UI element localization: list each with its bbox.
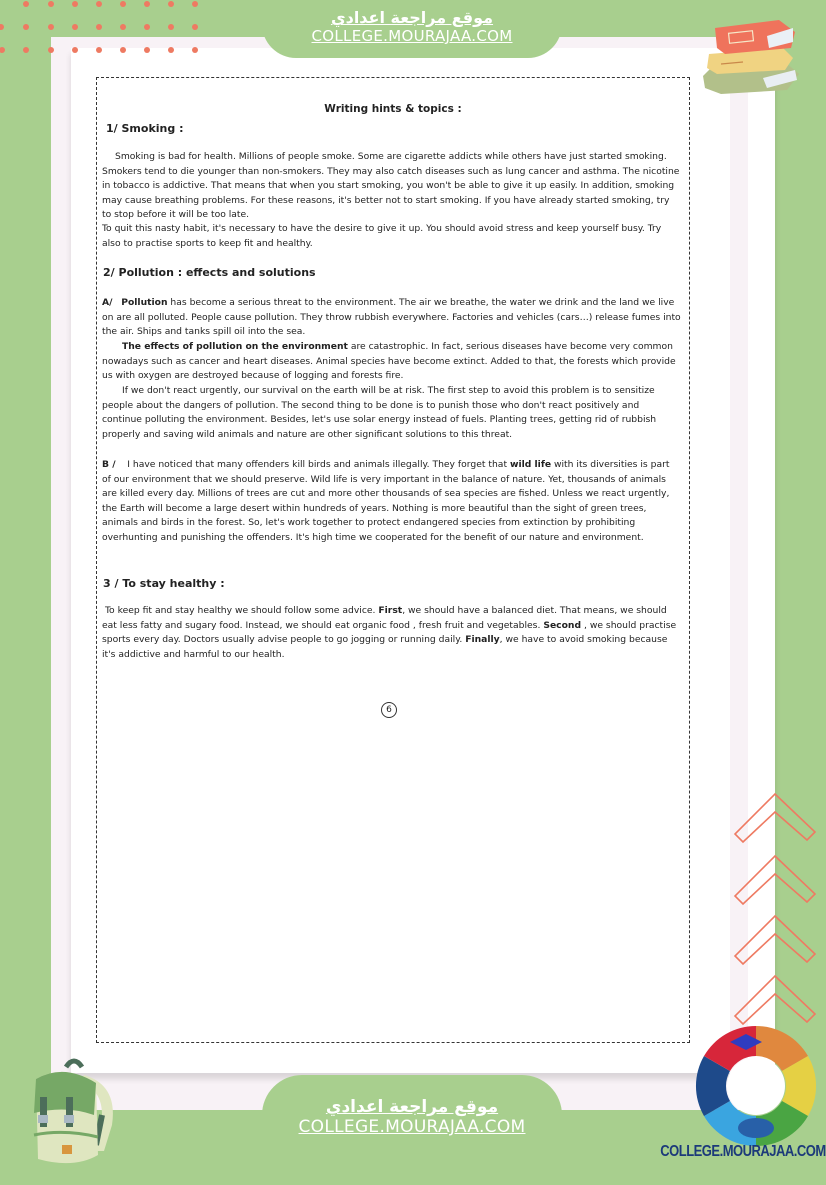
pollution-bold: Pollution (121, 297, 168, 308)
part-a-label: A/ (102, 297, 113, 308)
part-b-text-start: I have noticed that many offenders kill birds and animals illegally. They forget that (127, 459, 510, 470)
healthy-text-1: To keep fit and stay healthy we should follow some advice. (105, 605, 379, 616)
pollution-text: has become a serious threat to the environment. The air we breathe, the water we drink and the land we live on are all polluted. People cause pollution. They throw rubbish everywhere. Factories and vehicles (cars…) release fumes into the air. Ships and tanks spill oil into the sea. (102, 297, 681, 338)
document-page (96, 77, 690, 1043)
pollution-part-a-paragraph-1 (102, 296, 681, 340)
effects-bold: The effects of pollution on the environment (122, 341, 348, 352)
document-title: Writing hints & topics : (324, 103, 462, 115)
chevron-up-icon (733, 792, 817, 1042)
healthy-text-3: , we should practise sports every day. Doctors usually advise people to go jogging or running daily. (102, 619, 677, 646)
smoking-paragraph-2: To quit this nasty habit, it's necessary to have the desire to give it up. You should avoid stress and keep yourself busy. Try also to practise sports to keep fit and healthy. (102, 223, 662, 249)
books-stack-icon (695, 14, 805, 96)
header-banner[interactable] (262, 0, 562, 58)
backpack-icon (14, 1055, 114, 1167)
smoking-paragraph-1: Smoking is bad for health. Millions of people smoke. Some are cigarette addicts while others have just started smoking. Smokers tend to die younger than non-smokers. They may also catch diseases such as lung cancer and asthma. The nicotine in tobacco is addictive. That means that when you start smoking, you won't be able to give it up easily. In addition, smoking may cause breathing problems. For these reasons, it's better not to start smoking. If you have already started smoking, try to stop before it will be too late. (102, 151, 680, 221)
logo-site-name[interactable]: COLLEGE.MOURAJAA.COM (660, 1141, 826, 1160)
section-heading-healthy: 3 / To stay healthy : (103, 577, 225, 590)
site-arabic-name[interactable]: موقع مراجعة اعدادي (330, 8, 494, 27)
section-heading-smoking: 1/ Smoking : (106, 122, 184, 135)
section-heading-pollution: 2/ Pollution : effects and solutions (103, 266, 316, 279)
effects-text: are catastrophic. In fact, serious diseases have become very common nowadays such as cancer and heart diseases. Animal species have become extinct. Added to that, the forests which provide us with oxygen are destroyed because of logging and forests fire. (102, 341, 676, 382)
wild-life-bold: wild life (509, 459, 552, 470)
finally-bold: Finally (465, 634, 500, 646)
decorative-dots-row (0, 44, 200, 54)
pollution-part-a-paragraph-2 (102, 340, 681, 384)
footer-site-arabic-name[interactable]: موقع مراجعة اعدادي (325, 1097, 499, 1117)
healthy-paragraph (102, 604, 681, 662)
pollution-part-a-paragraph-3: If we don't react urgently, our survival on the earth will be at risk. The first step to avoid this problem is to sensitize people about the dangers of pollution. The second thing to be done is to punish those who don't react positively and continue polluting the environment. Besides, let's use solar energy instead of fuels. Planting trees, getting rid of rubbish properly and saving wild animals and nature are other significant solutions to this threat. (102, 385, 657, 440)
second-bold: Second (543, 619, 582, 631)
site-domain-link[interactable]: COLLEGE.MOURAJAA.COM (311, 27, 513, 45)
footer-site-domain-link[interactable]: COLLEGE.MOURAJAA.COM (298, 1117, 526, 1137)
college-mourajaa-logo-icon (694, 1024, 818, 1148)
first-bold: First (378, 605, 403, 616)
pollution-part-b-paragraph (102, 458, 681, 546)
healthy-text-2: , we should have a balanced diet. That means, we should eat less fatty and sugary food. Instead, we should eat organic food , fresh fruit and vegetables. (102, 605, 667, 631)
part-b-label: B / (102, 459, 116, 470)
part-b-text-end: with its diversities is part of our environment that we should preserve. Wild life is very important in the balance of nature. Yet, thousands of animals are killed every day. Millions of trees are cut and more other thousands of sea species are fished. Unless we react urgently, the Earth will become a large desert within hundreds of years. Nothing is more beautiful than the sight of green trees, animals and birds in the forest. So, let's work together to protect endangered species from extinction by prohibiting overhunting and punishing the offenders. It's high time we cooperated for the benefit of our nature and environment. (102, 459, 670, 543)
page-number: 6 (381, 702, 397, 718)
healthy-text-4: , we have to avoid smoking because it's addictive and harmful to our health. (102, 634, 668, 660)
